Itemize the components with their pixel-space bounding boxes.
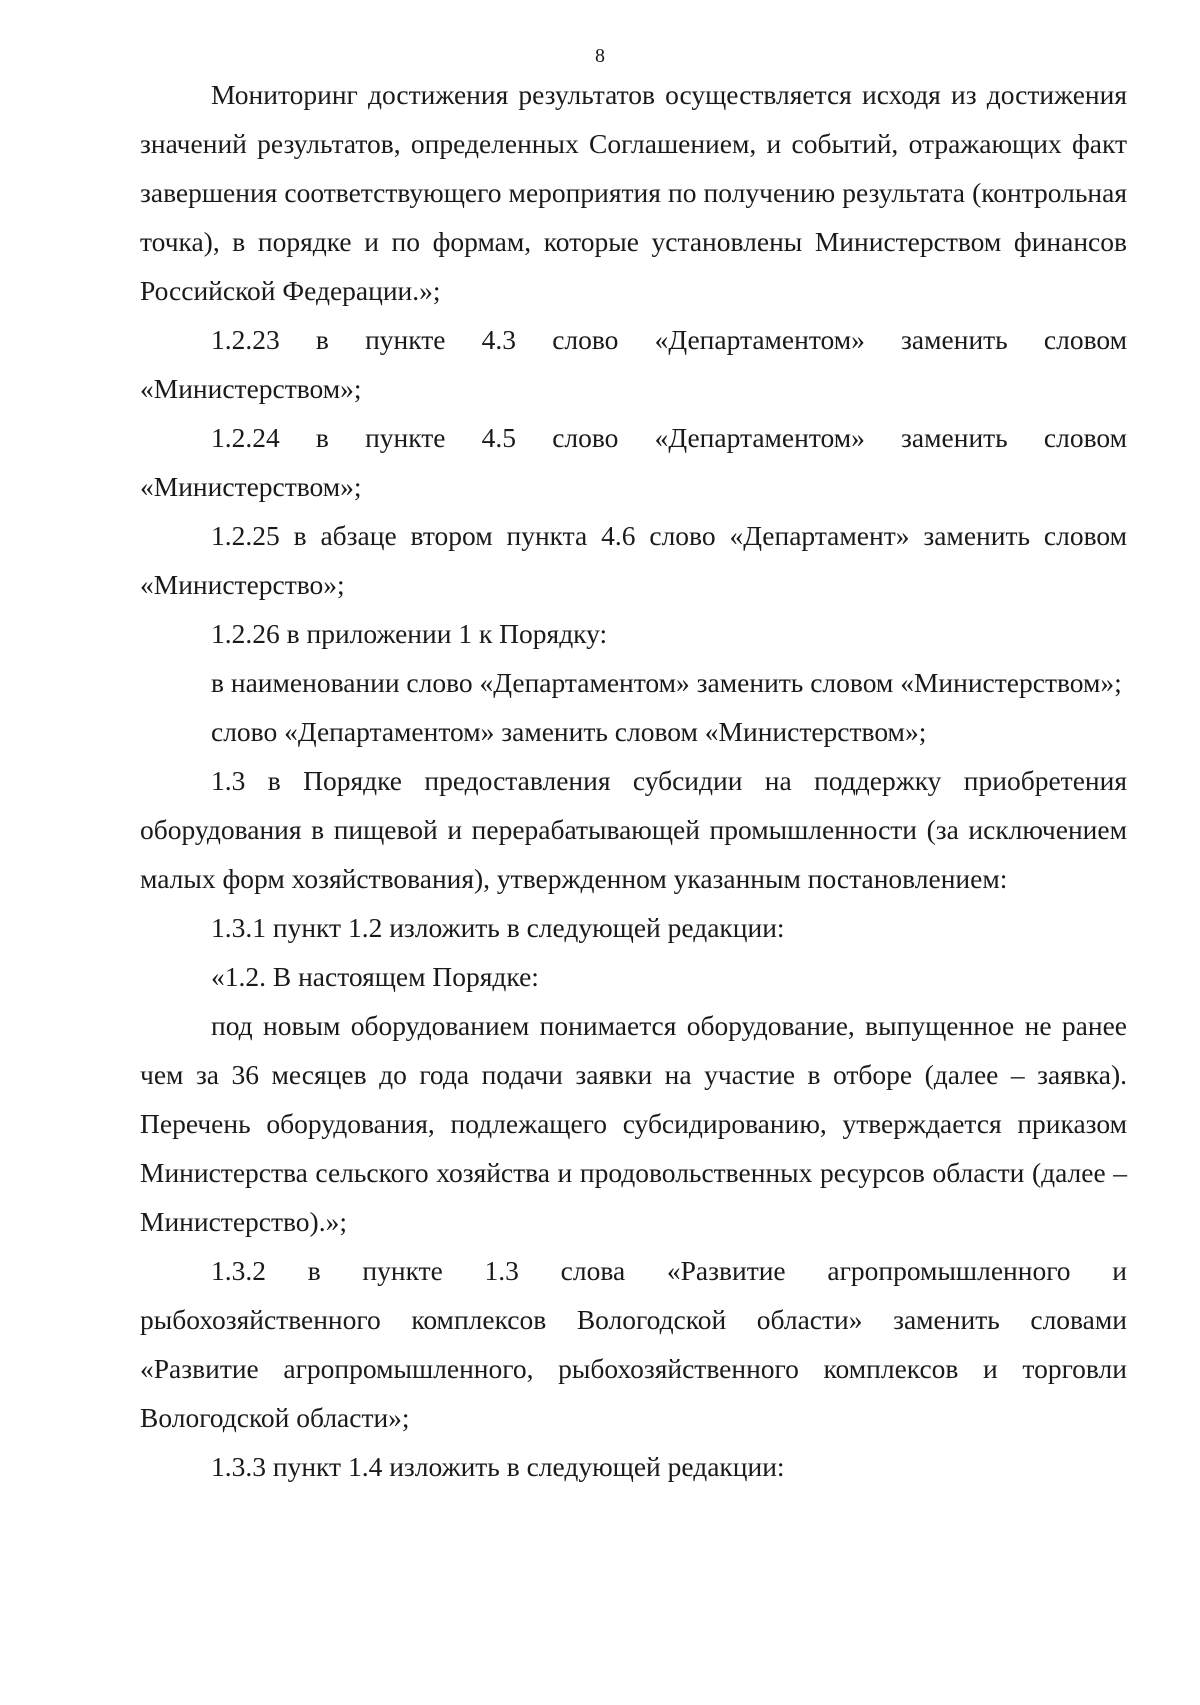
paragraph-monitoring: Мониторинг достижения результатов осуществляется исходя из достижения значений результатов, определенных Соглашением, и событий, отражающих факт завершения соответствующего мероприятия по получению результата (контрольная точка), в порядке и по формам, которые установлены Министерством финансов Российской Федерации.»;	[140, 79, 1127, 306]
paragraph-1-2-24: 1.2.24 в пункте 4.5 слово «Департаментом» заменить словом «Министерством»;	[140, 422, 1127, 502]
paragraph-new-equipment-definition: под новым оборудованием понимается оборудование, выпущенное не ранее чем за 36 месяцев до года подачи заявки на участие в отборе (далее – заявка). Перечень оборудования, подлежащего субсидированию, утверждается приказом Министерства сельского хозяйства и продовольственных ресурсов области (далее – Министерство).»;	[140, 1010, 1127, 1237]
paragraph-1-3-2: 1.3.2 в пункте 1.3 слова «Развитие агропромышленного и рыбохозяйственного комплексов Вологодской области» заменить словами «Развитие агропромышленного, рыбохозяйственного комплексов и торговли Вологодской области»;	[140, 1255, 1127, 1433]
paragraph-1-3: 1.3 в Порядке предоставления субсидии на поддержку приобретения оборудования в пищевой и перерабатывающей промышленности (за исключением малых форм хозяйствования), утвержденном указанным постановлением:	[140, 765, 1127, 894]
page-number: 8	[595, 45, 605, 67]
paragraph-1-2-23: 1.2.23 в пункте 4.3 слово «Департаментом» заменить словом «Министерством»;	[140, 324, 1127, 404]
paragraph-1-3-3: 1.3.3 пункт 1.4 изложить в следующей редакции:	[211, 1451, 785, 1482]
paragraph-1-2-26: 1.2.26 в приложении 1 к Порядку:	[211, 618, 608, 649]
document-body	[140, 70, 1127, 1491]
paragraph-1-3-1: 1.3.1 пункт 1.2 изложить в следующей редакции:	[211, 912, 785, 943]
paragraph-1-2-25: 1.2.25 в абзаце втором пункта 4.6 слово «Департамент» заменить словом «Министерство»;	[140, 520, 1127, 600]
paragraph-naming-replacement: в наименовании слово «Департаментом» заменить словом «Министерством»;	[211, 667, 1122, 698]
paragraph-word-replacement: слово «Департаментом» заменить словом «Министерством»;	[211, 716, 927, 747]
paragraph-1-2-quote: «1.2. В настоящем Порядке:	[211, 961, 539, 992]
